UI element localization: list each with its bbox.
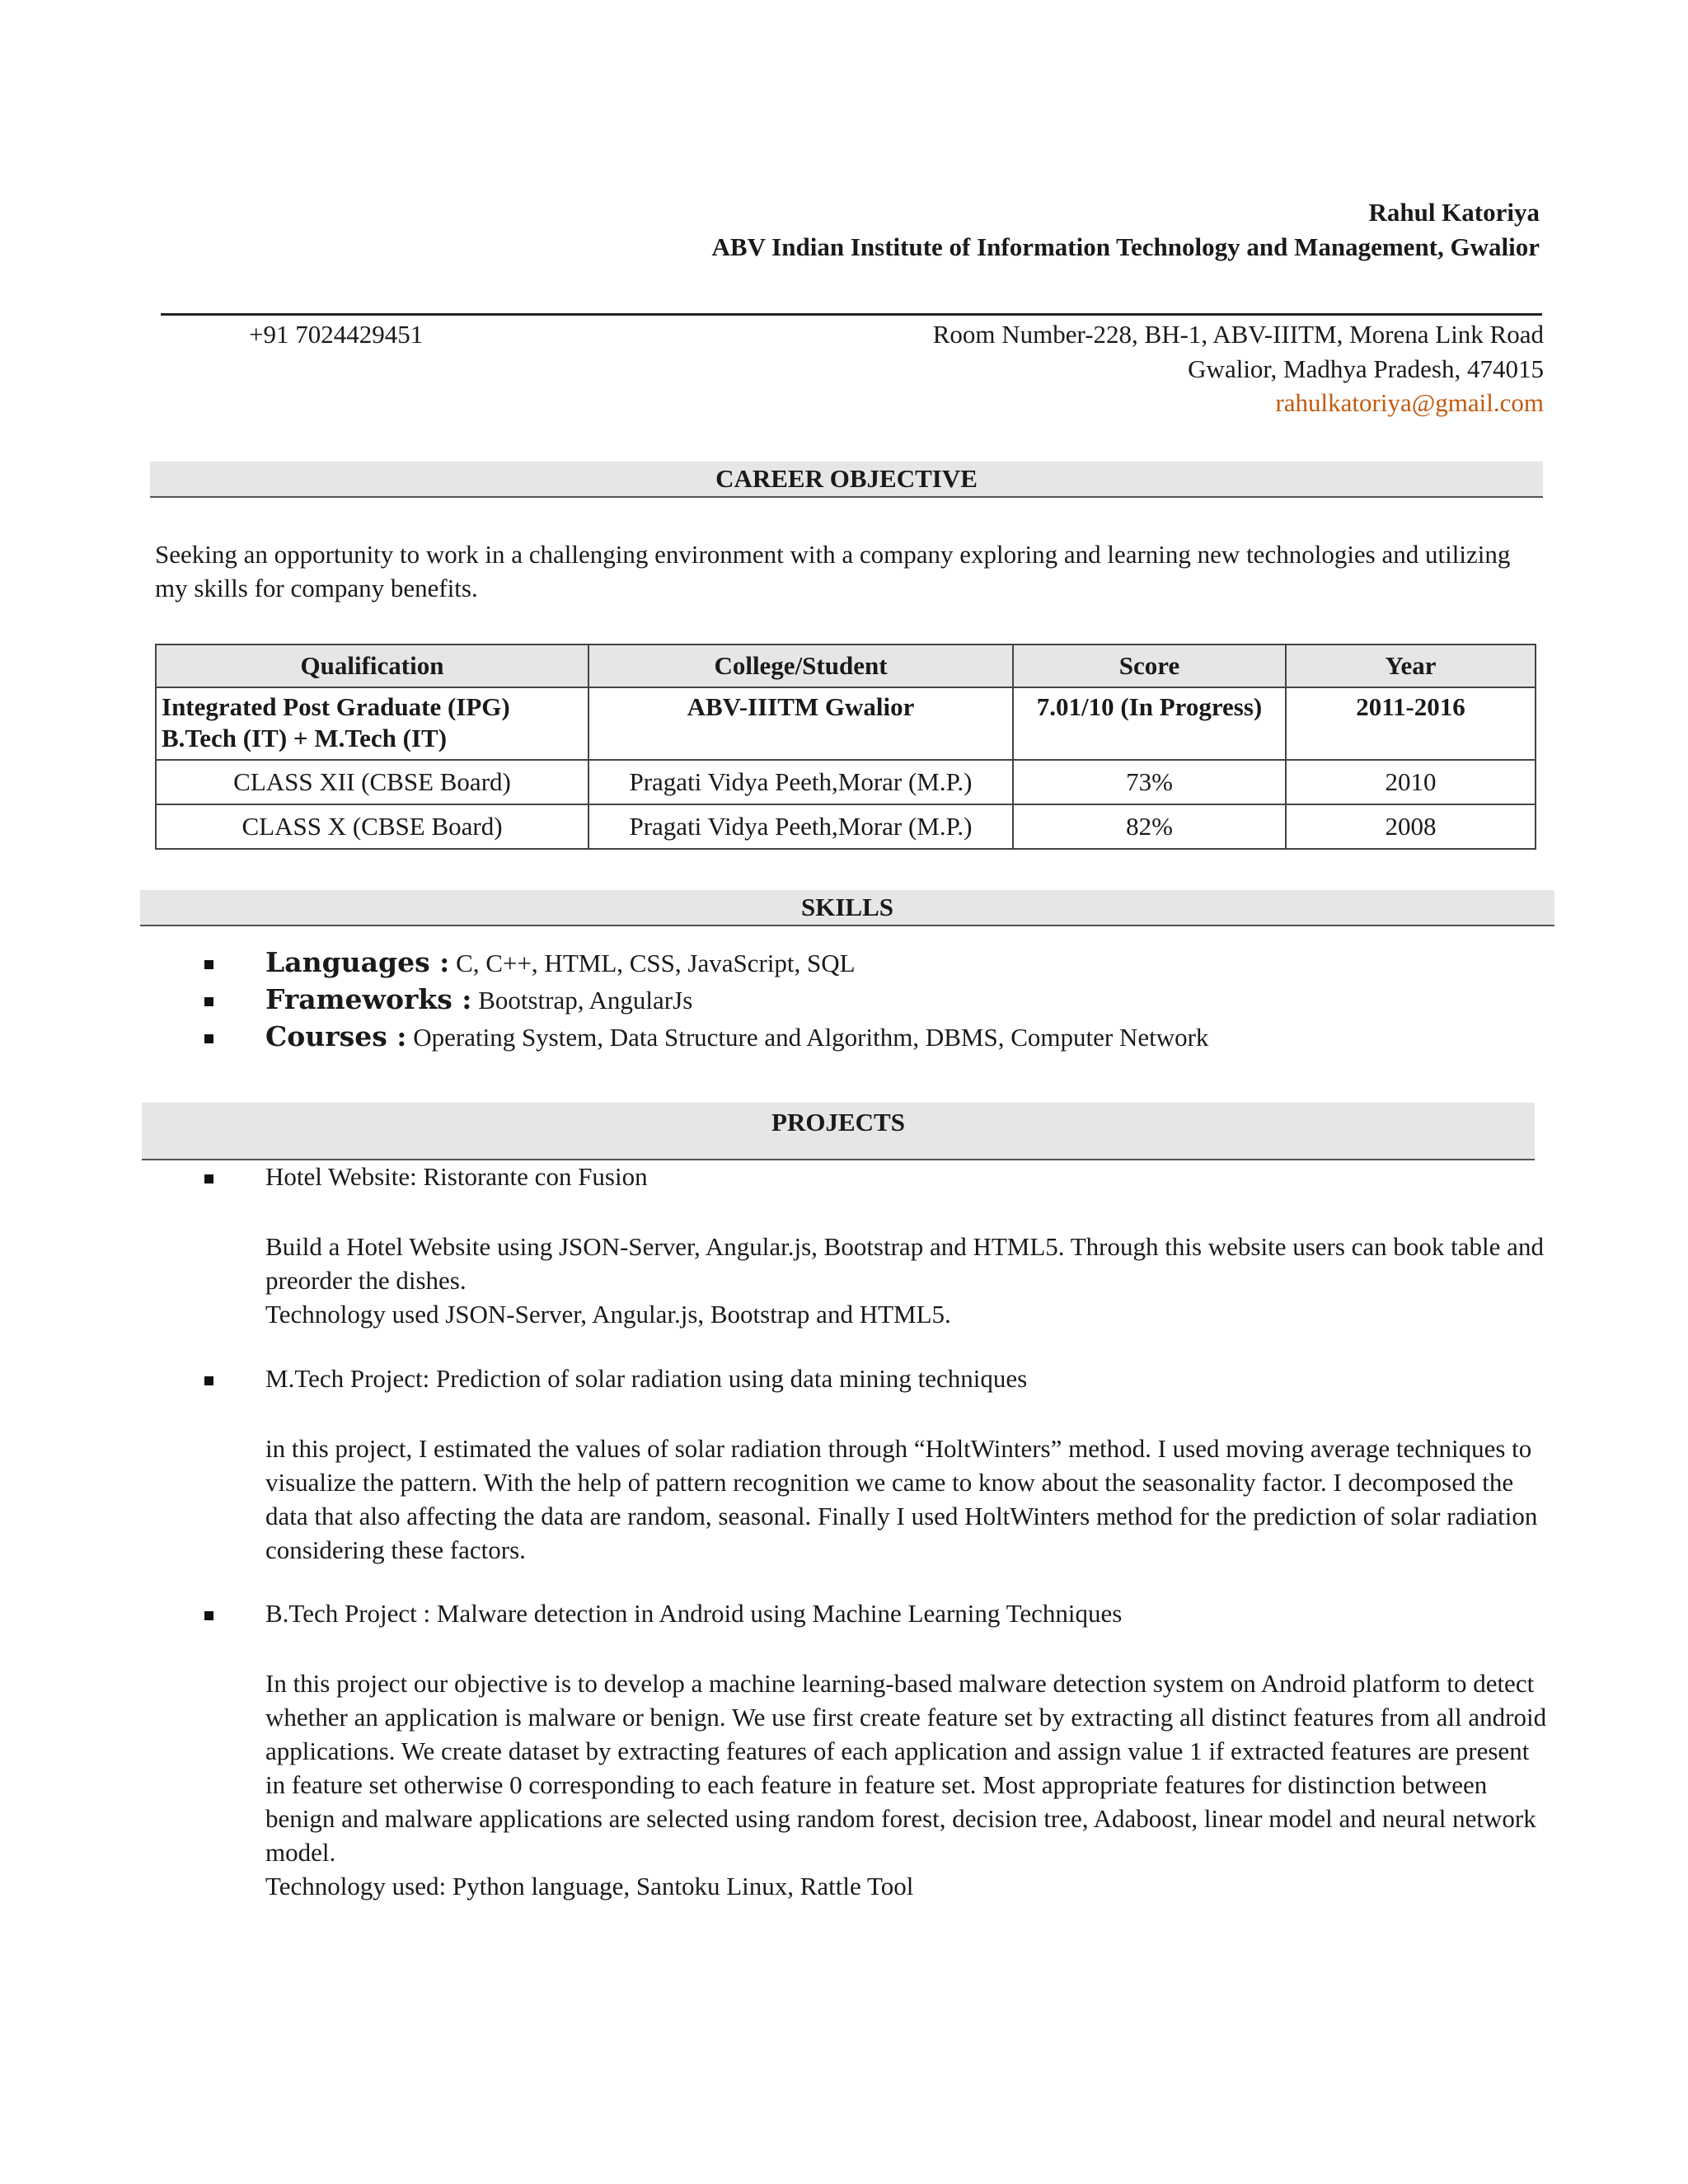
project-3-title: B.Tech Project : Malware detection in Android using Machine Learning Techniques	[265, 1599, 1123, 1628]
cell-qualification: CLASS X (CBSE Board)	[156, 804, 588, 849]
project-1-description	[265, 1230, 1551, 1331]
skill-languages	[265, 946, 856, 978]
cell-year: 2010	[1286, 760, 1536, 804]
address-line-2: Gwalior, Madhya Pradesh, 474015	[1188, 354, 1544, 383]
bullet-icon	[204, 1611, 213, 1620]
cell-score: 73%	[1013, 760, 1286, 804]
project-1-title: Hotel Website: Ristorante con Fusion	[265, 1162, 648, 1191]
skill-label: Languages :	[265, 946, 450, 978]
candidate-name: Rahul Katoriya	[1368, 198, 1540, 227]
cell-year: 2011-2016	[1286, 687, 1536, 760]
table-row	[156, 760, 1536, 804]
career-objective-heading: CAREER OBJECTIVE	[150, 462, 1543, 498]
address-line-1: Room Number-228, BH-1, ABV-IIITM, Morena Link Road	[932, 320, 1544, 349]
project-1-body: Build a Hotel Website using JSON-Server, Angular.js, Bootstrap and HTML5. Through this website users can book table and preorder the dishes.	[265, 1232, 1544, 1295]
email-link[interactable]: rahulkatoriya@gmail.com	[1275, 388, 1544, 417]
skills-heading: SKILLS	[140, 890, 1554, 926]
project-3-body: In this project our objective is to develop a machine learning-based malware detection system on Android platform to detect whether an application is malware or benign. We use first create feature set by extracting all distinct features from all android applications. We create dataset by extracting features of each application and assign value 1 if extracted features are present in feature set otherwise 0 corresponding to each feature in feature set. Most appropriate features for distinction between benign and malware applications are selected using random forest, decision tree, Adaboost, linear model and neural network model.	[265, 1669, 1547, 1867]
skill-courses	[265, 1020, 1208, 1052]
cell-year: 2008	[1286, 804, 1536, 849]
skill-label: Courses :	[265, 1020, 407, 1052]
projects-heading: PROJECTS	[142, 1103, 1535, 1160]
col-score: Score	[1013, 644, 1286, 687]
bullet-icon	[204, 1034, 213, 1043]
table-header-row	[156, 644, 1536, 687]
skill-value: Bootstrap, AngularJs	[471, 986, 693, 1015]
table-row	[156, 804, 1536, 849]
cell-college: Pragati Vidya Peeth,Morar (M.P.)	[588, 804, 1013, 849]
col-year: Year	[1286, 644, 1536, 687]
cell-score: 7.01/10 (In Progress)	[1013, 687, 1286, 760]
education-table	[155, 644, 1536, 850]
project-2-body: in this project, I estimated the values of solar radiation through “HoltWinters” method. I used moving average techniques to visualize the pattern. With the help of pattern recognition we came to know about the seasonality factor. I decomposed the data that also affecting the data are random, seasonal. Finally I used HoltWinters method for the prediction of solar radiation considering these factors.	[265, 1434, 1538, 1564]
project-2-description	[265, 1432, 1551, 1567]
project-3-description	[265, 1666, 1551, 1903]
qualification-line-1: Integrated Post Graduate (IPG)	[162, 692, 510, 721]
bullet-icon	[204, 997, 213, 1006]
cell-college: ABV-IIITM Gwalior	[588, 687, 1013, 760]
bullet-icon	[204, 1376, 213, 1385]
skill-value: C, C++, HTML, CSS, JavaScript, SQL	[449, 949, 856, 977]
skill-frameworks	[265, 983, 692, 1015]
project-2-title: M.Tech Project: Prediction of solar radiation using data mining techniques	[265, 1364, 1028, 1393]
table-row	[156, 687, 1536, 760]
project-1-tech: Technology used JSON-Server, Angular.js, Bootstrap and HTML5.	[265, 1300, 951, 1329]
cell-qualification	[156, 687, 588, 760]
phone-number: +91 7024429451	[249, 320, 424, 349]
skill-value: Operating System, Data Structure and Algorithm, DBMS, Computer Network	[406, 1023, 1209, 1052]
header-divider	[161, 313, 1542, 316]
cell-qualification: CLASS XII (CBSE Board)	[156, 760, 588, 804]
col-qualification: Qualification	[156, 644, 588, 687]
project-3-tech: Technology used: Python language, Santoku Linux, Rattle Tool	[265, 1872, 914, 1900]
bullet-icon	[204, 960, 213, 969]
qualification-line-2: B.Tech (IT) + M.Tech (IT)	[162, 724, 448, 752]
cell-college: Pragati Vidya Peeth,Morar (M.P.)	[588, 760, 1013, 804]
cell-score: 82%	[1013, 804, 1286, 849]
career-objective-text: Seeking an opportunity to work in a challenging environment with a company exploring and learning new technologies and utilizing my skills for company benefits.	[155, 540, 1511, 602]
skill-label: Frameworks :	[265, 983, 472, 1015]
col-college: College/Student	[588, 644, 1013, 687]
institute-name: ABV Indian Institute of Information Technology and Management, Gwalior	[711, 232, 1540, 261]
bullet-icon	[204, 1174, 213, 1183]
